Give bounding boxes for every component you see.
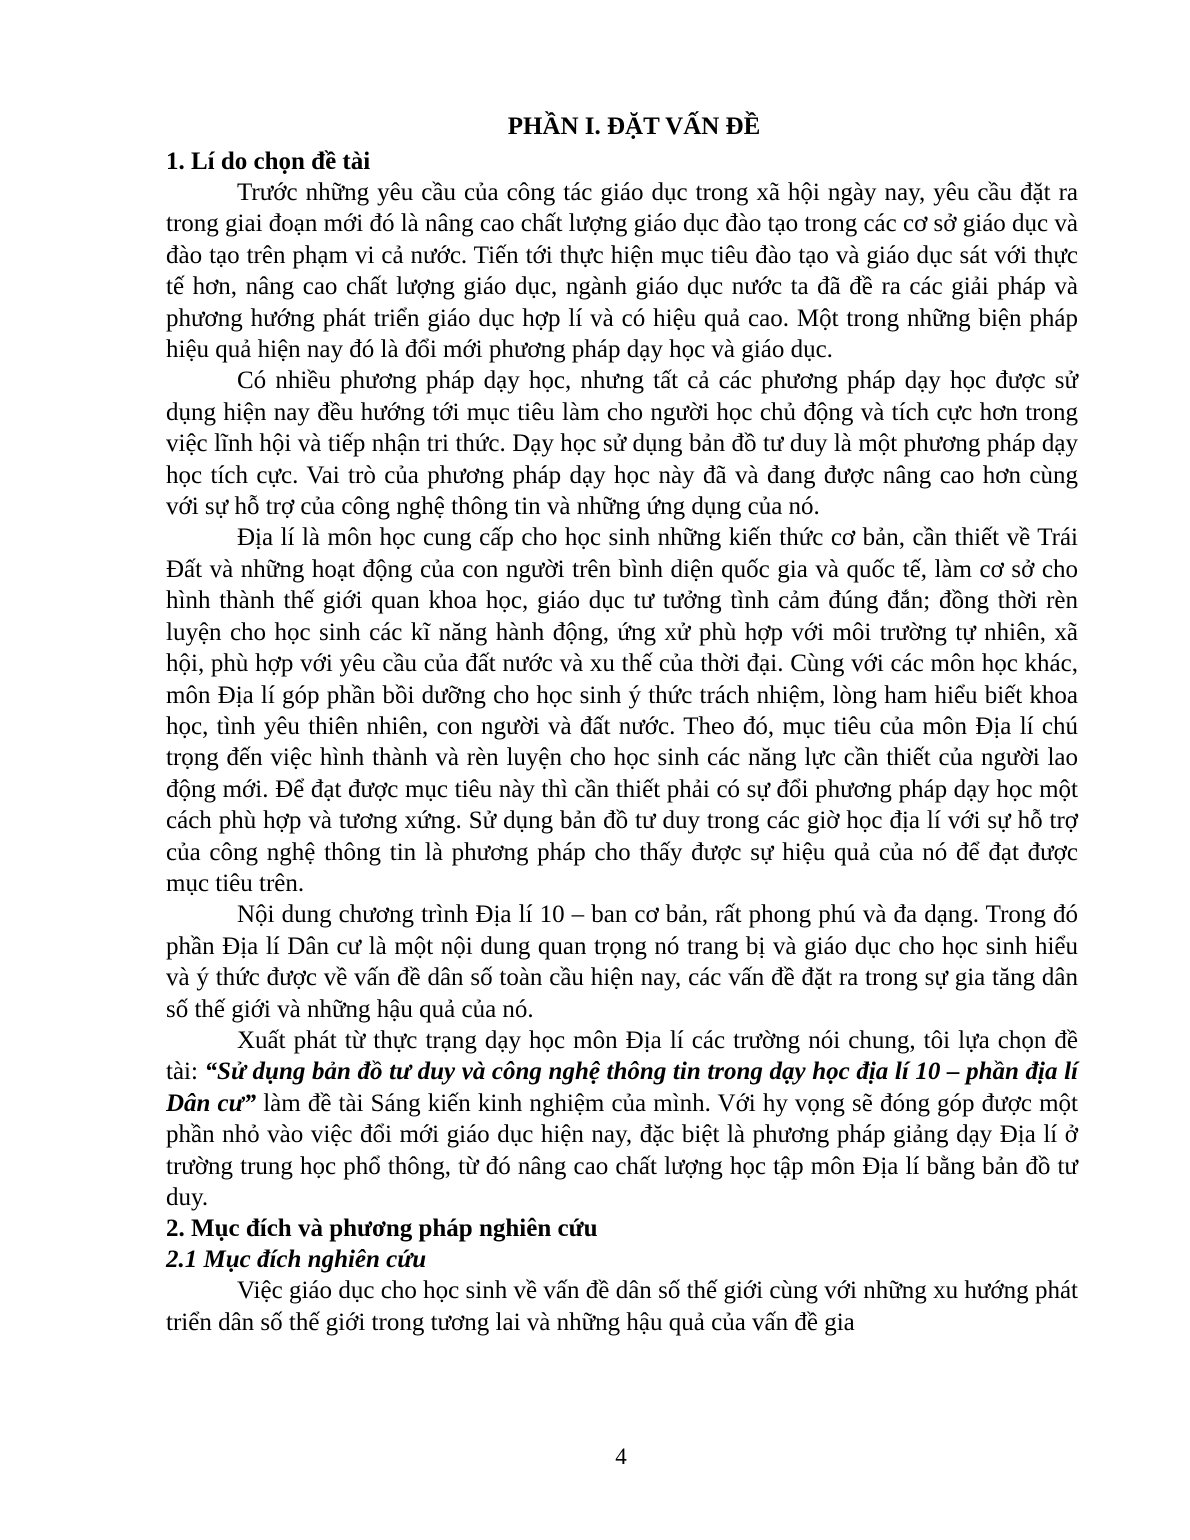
paragraph-3: Địa lí là môn học cung cấp cho học sinh những kiến thức cơ bản, cần thiết về Trái Đất và những hoạt động của con người trên bình diện quốc gia và quốc tế, làm cơ sở cho hình thành thế giới quan khoa học, giáo dục tư tưởng tình cảm đúng đắn; đồng thời rèn luyện cho học sinh các kĩ năng hành động, ứng xử phù hợp với môi trường tự nhiên, xã hội, phù hợp với yêu cầu của đất nước và xu thế của thời đại. Cùng với các môn học khác, môn Địa lí góp phần bồi dưỡng cho học sinh ý thức trách nhiệm, lòng ham hiểu biết khoa học, tình yêu thiên nhiên, con người và đất nước. Theo đó, mục tiêu của môn Địa lí chú trọng đến việc hình thành và rèn luyện cho học sinh các năng lực cần thiết của người lao động mới. Để đạt được mục tiêu này thì cần thiết phải có sự đổi phương pháp dạy học một cách phù hợp và tương xứng. Sử dụng bản đồ tư duy trong các giờ học địa lí với sự hỗ trợ của công nghệ thông tin là phương pháp cho thấy được sự hiệu quả của nó để đạt được mục tiêu trên. [166, 524, 1078, 897]
page-title: PHẦN I. ĐẶT VẤN ĐỀ [507, 113, 761, 140]
paragraph-4: Nội dung chương trình Địa lí 10 – ban cơ bản, rất phong phú và đa dạng. Trong đó phần Địa lí Dân cư là một nội dung quan trọng nó trang bị và giáo dục cho học sinh hiểu và ý thức được về vấn đề dân số toàn cầu hiện nay, các vấn đề đặt ra trong sự gia tăng dân số thế giới và những hậu quả của nó. [166, 901, 1078, 1023]
topic-title-emphasis: “Sử dụng bản đồ tư duy và công nghệ thông tin trong dạy học địa lí 10 – phần địa lí Dân cư” [166, 1058, 1078, 1117]
section-2-1-heading: 2.1 Mục đích nghiên cứu [166, 1246, 427, 1274]
paragraph-5-rest: làm đề tài Sáng kiến kinh nghiệm của mình. Với hy vọng sẽ đóng góp được một phần nhỏ vào việc đổi mới giáo dục hiện nay, đặc biệt là phương pháp giảng dạy Địa lí ở trường trung học phổ thông, từ đó nâng cao chất lượng học tập môn Địa lí bằng bản đồ tư duy. [166, 1089, 1078, 1211]
section-2-heading: 2. Mục đích và phương pháp nghiên cứu [166, 1215, 598, 1243]
paragraph-5 [166, 1025, 1078, 1213]
section-1-heading: 1. Lí do chọn đề tài [166, 148, 371, 175]
paragraph-6: Việc giáo dục cho học sinh về vấn đề dân số thế giới cùng với những xu hướng phát triển dân số thế giới trong tương lai và những hậu quả của vấn đề gia [166, 1277, 1078, 1336]
paragraph-2: Có nhiều phương pháp dạy học, nhưng tất cả các phương pháp dạy học được sử dụng hiện nay đều hướng tới mục tiêu làm cho người học chủ động và tích cực hơn trong việc lĩnh hội và tiếp nhận tri thức. Dạy học sử dụng bản đồ tư duy là một phương pháp dạy học tích cực. Vai trò của phương pháp dạy học này đã và đang được nâng cao hơn cùng với sự hỗ trợ của công nghệ thông tin và những ứng dụng của nó. [166, 367, 1078, 521]
paragraph-1: Trước những yêu cầu của công tác giáo dục trong xã hội ngày nay, yêu cầu đặt ra trong giai đoạn mới đó là nâng cao chất lượng giáo dục đào tạo trong các cơ sở giáo dục và đào tạo trên phạm vi cả nước. Tiến tới thực hiện mục tiêu đào tạo và giáo dục sát với thực tế hơn, nâng cao chất lượng giáo dục, ngành giáo dục nước ta đã đề ra các giải pháp và phương hướng phát triển giáo dục hợp lí và có hiệu quả cao. Một trong những biện pháp hiệu quả hiện nay đó là đổi mới phương pháp dạy học và giáo dục. [166, 179, 1078, 364]
paragraph-5-lead: Xuất phát từ thực trạng dạy học môn Địa lí các trường nói chung, tôi lựa chọn đề tài: [166, 1026, 1078, 1086]
page-number: 4 [615, 1444, 627, 1469]
document-page [166, 108, 1078, 1338]
